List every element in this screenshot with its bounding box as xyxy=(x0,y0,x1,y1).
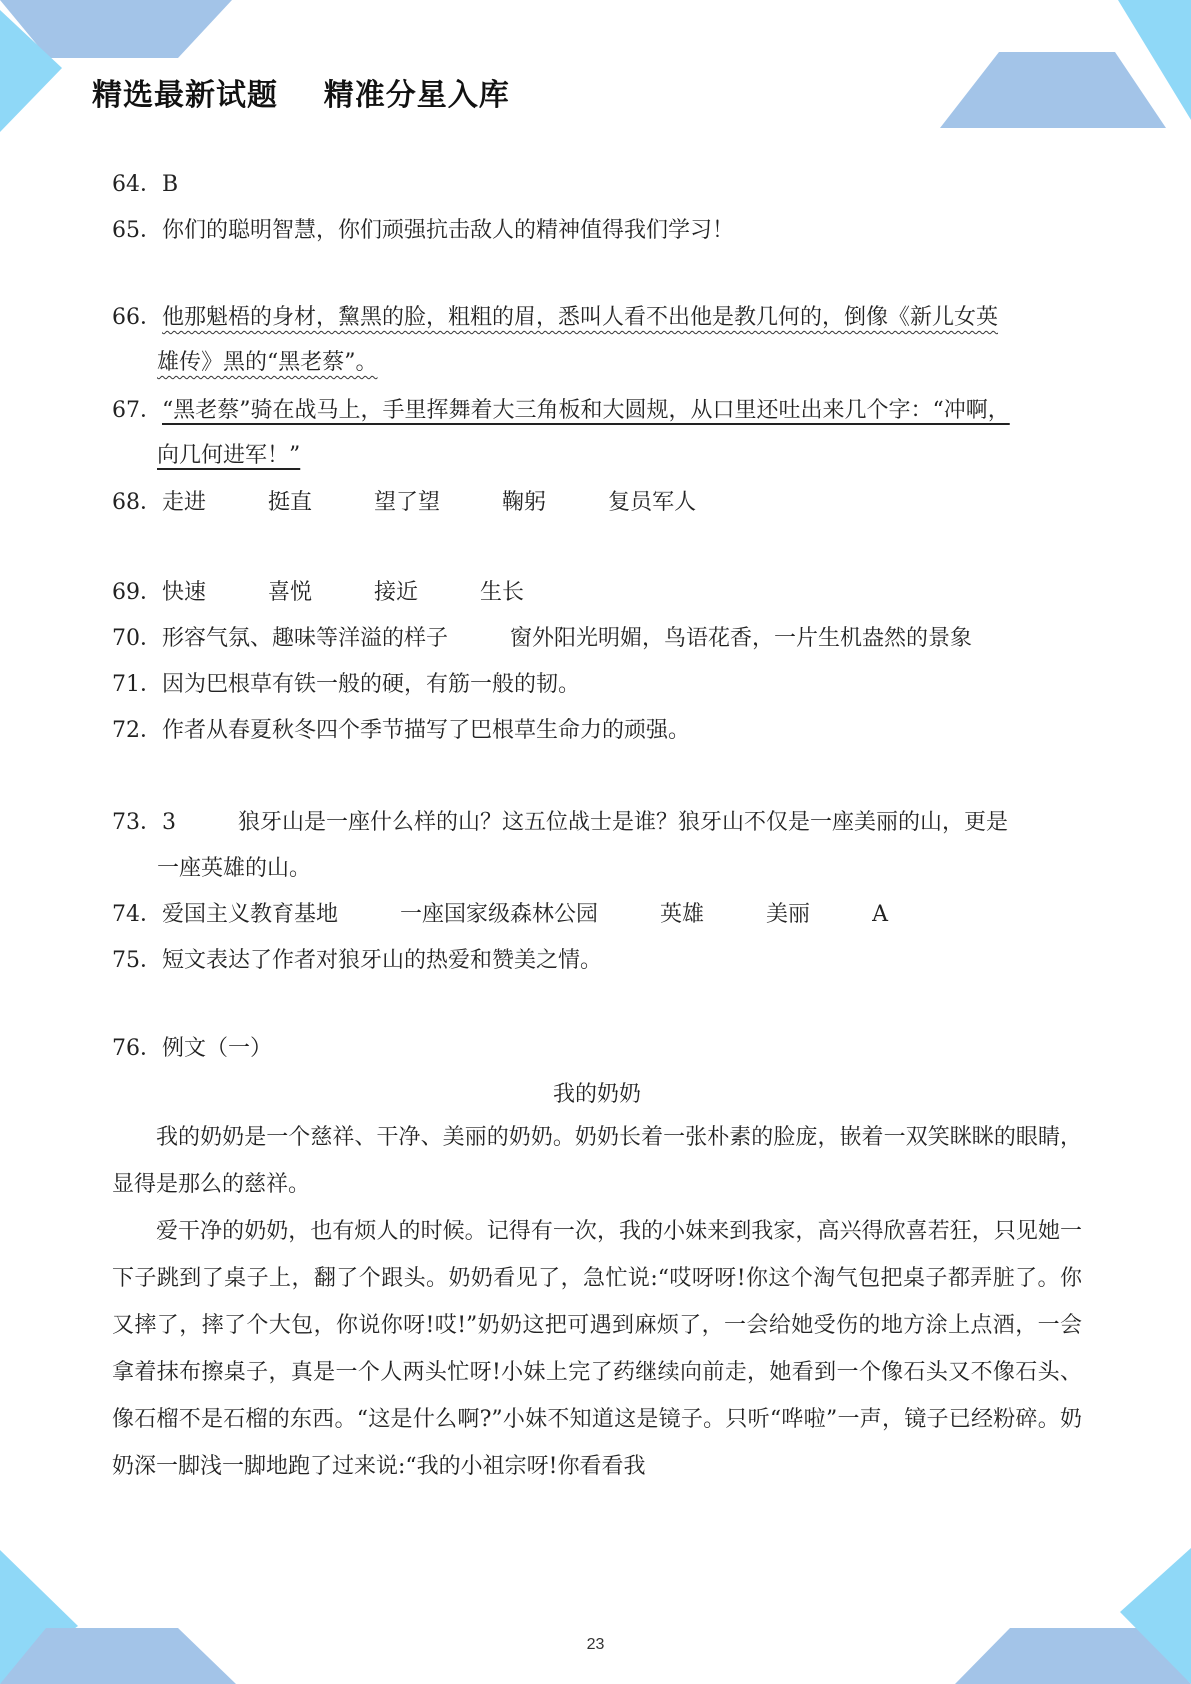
answer-66-line1 xyxy=(112,303,998,333)
answer-number: 66． xyxy=(112,305,162,330)
answer-item: 美丽 xyxy=(766,902,811,927)
answer-number: 64． xyxy=(112,172,162,197)
answer-number: 68． xyxy=(112,490,162,515)
answer-item: 望了望 xyxy=(374,490,441,515)
essay-paragraph: 爱干净的奶奶，也有烦人的时候。记得有一次，我的小妹来到我家，高兴得欣喜若狂，只见她一下子跳到了桌子上，翻了个跟头。奶奶看见了，急忙说:“哎呀呀!你这个淘气包把桌子都弄脏了。你又摔了，摔了个大包，你说你呀!哎!”奶奶这把可遇到麻烦了，一会给她受伤的地方涂上点酒，一会拿着抹布擦桌子，真是一个人两头忙呀!小妹上完了药继续向前走，她看到一个像石头又不像石头、像石榴不是石榴的东西。“这是什么啊?”小妹不知道这是镜子。只听“哗啦”一声，镜子已经粉碎。奶奶深一脚浅一脚地跑了过来说:“我的小祖宗呀!你看看我 xyxy=(112,1219,1082,1479)
answer-number: 70． xyxy=(112,626,162,651)
answer-75 xyxy=(112,946,602,976)
answer-65 xyxy=(112,216,734,246)
answer-number: 75． xyxy=(112,948,162,973)
answer-68 xyxy=(112,488,696,518)
top-right-blue-trapezoid xyxy=(940,52,1166,128)
page-number: 23 xyxy=(586,1636,605,1653)
answer-text: 雄传》黑的“黑老蔡”。 xyxy=(157,350,378,375)
answer-item: 生长 xyxy=(480,580,525,605)
answer-item: 窗外阳光明媚，鸟语花香，一片生机盎然的景象 xyxy=(510,626,973,651)
answer-item: 快速 xyxy=(162,580,207,605)
bottom-left-light-triangle xyxy=(0,1550,78,1684)
answer-74 xyxy=(112,900,888,930)
answer-76 xyxy=(112,1034,272,1064)
top-left-light-triangle xyxy=(0,10,62,132)
essay-title: 我的奶奶 xyxy=(552,1082,641,1107)
answer-text: 狼牙山是一座什么样的山？这五位战士是谁？狼牙山不仅是一座美丽的山，更是 xyxy=(238,810,1009,835)
header-title: 精选最新试题 精准分星入库 xyxy=(92,78,510,113)
answer-item: 接近 xyxy=(374,580,419,605)
top-right-light-triangle xyxy=(1118,0,1191,120)
answer-text: 因为巴根草有铁一般的硬，有筋一般的韧。 xyxy=(162,672,581,697)
answer-73-line1 xyxy=(112,808,1008,838)
answer-text: 你们的聪明智慧，你们顽强抗击敌人的精神值得我们学习！ xyxy=(162,218,735,243)
answer-text: 向几何进军！” xyxy=(157,443,301,468)
answer-text: 短文表达了作者对狼牙山的热爱和赞美之情。 xyxy=(162,948,603,973)
answer-number: 76． xyxy=(112,1036,162,1061)
answer-71 xyxy=(112,670,580,700)
answer-text: “黑老蔡”骑在战马上，手里挥舞着大三角板和大圆规，从口里还吐出来几个字：“冲啊， xyxy=(162,398,1010,423)
answer-text: B xyxy=(162,172,179,197)
answer-text: 作者从春夏秋冬四个季节描写了巴根草生命力的顽强。 xyxy=(162,718,691,743)
answer-item: 英雄 xyxy=(660,902,705,927)
answer-number: 74． xyxy=(112,902,162,927)
answer-number: 73． xyxy=(112,810,162,835)
answer-72 xyxy=(112,716,690,746)
answer-item: 鞠躬 xyxy=(502,490,547,515)
answer-70 xyxy=(112,624,972,654)
answer-item: 走进 xyxy=(162,490,207,515)
answer-item: 爱国主义教育基地 xyxy=(162,902,339,927)
top-left-blue-trapezoid xyxy=(0,0,232,58)
answer-text: 一座英雄的山。 xyxy=(157,856,312,881)
answer-item: A xyxy=(872,902,888,927)
answer-67-line1 xyxy=(112,396,1010,426)
answer-number: 71． xyxy=(112,672,162,697)
answer-item: 挺直 xyxy=(268,490,313,515)
answer-number: 72． xyxy=(112,718,162,743)
answer-item: 喜悦 xyxy=(268,580,313,605)
answer-64 xyxy=(112,170,178,200)
answer-lead: 3 xyxy=(162,810,176,835)
answer-item: 一座国家级森林公园 xyxy=(400,902,599,927)
answer-number: 69． xyxy=(112,580,162,605)
answer-69 xyxy=(112,578,524,608)
answer-item: 形容气氛、趣味等洋溢的样子 xyxy=(162,626,449,651)
answer-73-line2 xyxy=(112,854,311,884)
answer-item: 复员军人 xyxy=(608,490,697,515)
answer-text: 他那魁梧的身材，黧黑的脸，粗粗的眉，悉叫人看不出他是教几何的，倒像《新儿女英 xyxy=(162,305,999,330)
answer-number: 65． xyxy=(112,218,162,243)
answer-number: 67． xyxy=(112,398,162,423)
essay-paragraph: 我的奶奶是一个慈祥、干净、美丽的奶奶。奶奶长着一张朴素的脸庞，嵌着一双笑眯眯的眼睛，显得是那么的慈祥。 xyxy=(112,1125,1082,1197)
answer-67-line2 xyxy=(112,441,300,471)
bottom-right-light-triangle xyxy=(1120,1548,1191,1684)
answer-66-line2 xyxy=(112,348,378,378)
answer-text: 例文（一） xyxy=(162,1036,273,1061)
